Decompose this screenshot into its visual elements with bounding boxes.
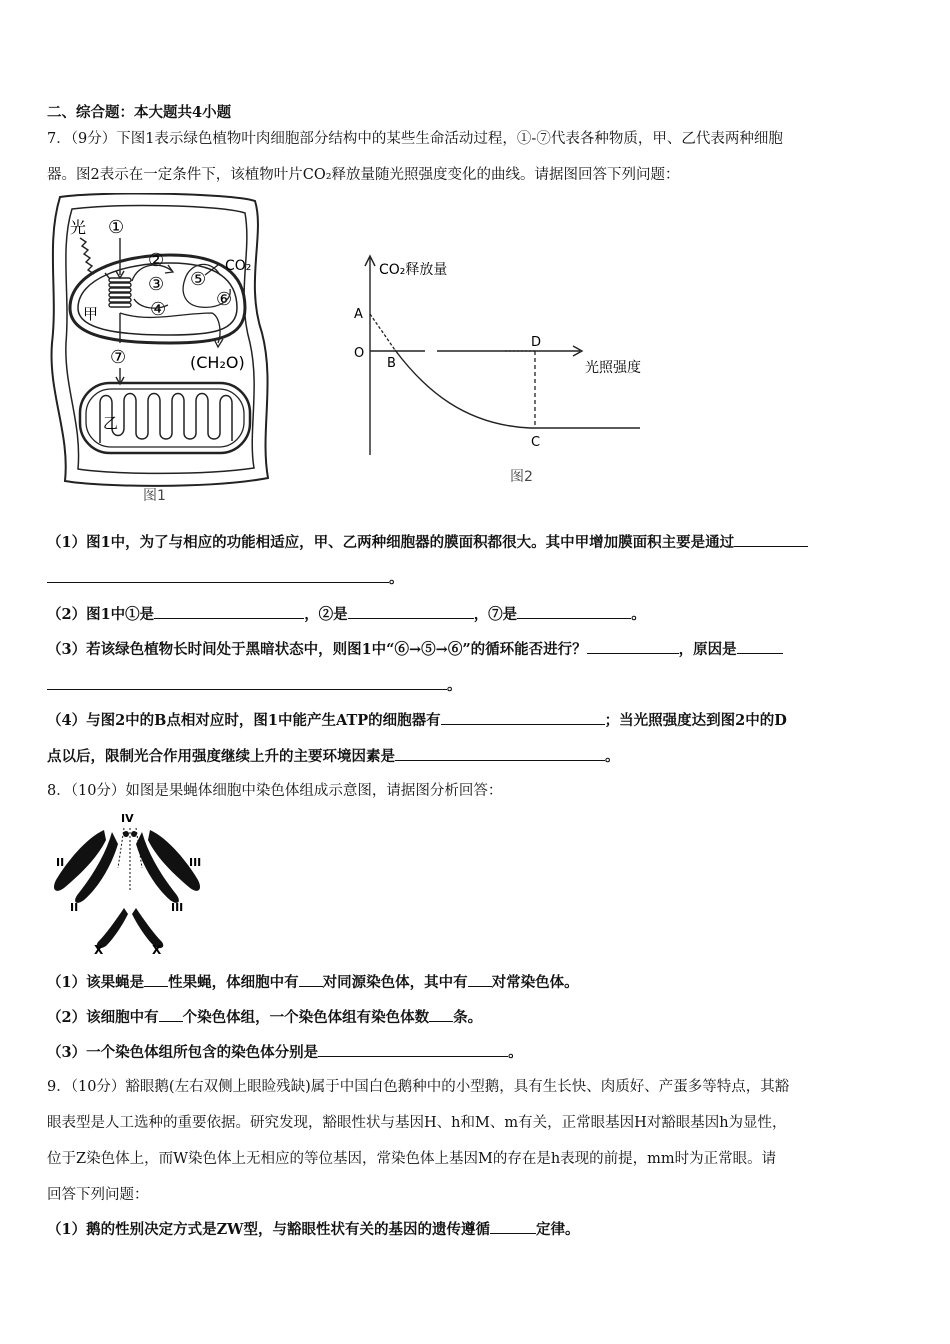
q9-stem-line3: 位于Z染色体上，而W染色体上无相应的等位基因，常染色体上基因M的存在是h表现的前提，mm时为正常眼。请: [47, 1151, 777, 1167]
answer-blank[interactable]: [159, 1007, 183, 1022]
q7-sub4-line1: （4）与图2中的B点相对应时，图1中能产生ATP的细胞器有 ；当光照强度达到图2中的D: [47, 712, 787, 729]
answer-blank[interactable]: [154, 604, 304, 619]
answer-blank[interactable]: [429, 1007, 453, 1022]
answer-blank[interactable]: [47, 568, 389, 583]
q7-sub3-line2: 。: [47, 675, 462, 696]
co2-label: CO₂: [225, 258, 252, 274]
label-4: ④: [150, 299, 167, 320]
origin-label: O: [354, 346, 365, 361]
label-7: ⑦: [110, 347, 127, 368]
answer-blank[interactable]: [144, 972, 168, 987]
label-2: ②: [148, 250, 165, 271]
chromosome-x-label-left: X: [94, 943, 104, 957]
q8-sub2: （2）该细胞中有 个染色体组，一个染色体组有染色体数 条。: [47, 1009, 483, 1026]
chromosome-ii-label-bottom: II: [70, 901, 79, 914]
answer-blank[interactable]: [348, 604, 474, 619]
q9-stem-line2: 眼表型是人工选种的重要依据。研究发现，豁眼性状与基因H、h和M、m有关，正常眼基因H对豁眼基因h为显性，: [47, 1115, 787, 1131]
point-a-label: A: [354, 307, 363, 322]
answer-blank[interactable]: [299, 972, 323, 987]
chromosome-iv-label: IV: [121, 812, 134, 825]
figure-2-co2-curve: [345, 250, 665, 490]
curve-dashed-segment: [370, 314, 395, 350]
q9-sub1: （1）鹅的性别决定方式是ZW型，与豁眼性状有关的基因的遗传遵循 定律。: [47, 1221, 580, 1238]
figure-1-chloroplast-diagram: [40, 193, 280, 508]
label-3: ③: [148, 274, 165, 295]
x-axis-label: 光照强度: [585, 360, 641, 376]
answer-blank[interactable]: [441, 710, 605, 725]
figure-2-caption: 图2: [510, 469, 533, 485]
point-c-label: C: [531, 435, 541, 450]
q9-stem-line4: 回答下列问题：: [47, 1187, 149, 1203]
q7-sub4-line2: 点以后，限制光合作用强度继续上升的主要环境因素是 。: [47, 748, 620, 765]
q8-sub3: （3）一个染色体组所包含的染色体分别是 。: [47, 1044, 523, 1061]
label-6: ⑥: [216, 289, 233, 310]
organelle-jia-label: 甲: [83, 305, 99, 323]
answer-blank[interactable]: [395, 746, 605, 761]
ch2o-label: (CH₂O): [190, 353, 245, 372]
fruit-fly-karyotype-figure: [46, 808, 216, 958]
answer-blank[interactable]: [734, 532, 808, 547]
chromosome-x-label-right: X: [152, 943, 162, 957]
point-d-label: D: [531, 335, 542, 350]
q9-stem-line1: 9．（10分）豁眼鹅(左右双侧上眼睑残缺)属于中国白色鹅种中的小型鹅，具有生长快、肉质好、产蛋多等特点，其豁: [47, 1079, 790, 1095]
figure-1-caption: 图1: [143, 488, 166, 504]
label-1: ①: [108, 217, 125, 238]
chromosome-iii-label-top: III: [189, 856, 202, 869]
y-axis-label: CO₂释放量: [379, 262, 448, 278]
q7-sub2: （2）图1中①是 ，②是 ，⑦是 。: [47, 606, 646, 623]
q8-sub1: （1）该果蝇是 性果蝇，体细胞中有 对同源染色体，其中有 对常染色体。: [47, 974, 579, 991]
q7-stem-line2: 器。图2表示在一定条件下，该植物叶片CO₂释放量随光照强度变化的曲线。请据图回答下列问题：: [47, 167, 680, 183]
q8-stem: 8．（10分）如图是果蝇体细胞中染色体组成示意图，请据图分析回答：: [47, 783, 503, 799]
chromosome-ii-label-top: II: [56, 856, 65, 869]
answer-blank[interactable]: [587, 639, 679, 654]
answer-blank[interactable]: [490, 1219, 536, 1234]
mitochondria-cristae: [100, 394, 232, 444]
q7-sub3-line1: （3）若该绿色植物长时间处于黑暗状态中，则图1中“⑥→⑤→⑥”的循环能否进行？ ，原因是: [47, 639, 783, 660]
light-wave-icon: [80, 238, 94, 274]
grana-stack: [109, 278, 131, 307]
answer-blank[interactable]: [468, 972, 492, 987]
organelle-yi-label: 乙: [103, 414, 119, 432]
light-label: 光: [70, 218, 87, 237]
answer-blank[interactable]: [47, 675, 447, 690]
answer-blank[interactable]: [737, 639, 783, 654]
section-title: 二、综合题：本大题共4小题: [47, 104, 232, 121]
point-b-label: B: [387, 356, 396, 371]
chromosome-iii-label-bottom: III: [171, 901, 184, 914]
answer-blank[interactable]: [517, 604, 631, 619]
q7-sub1-line1: （1）图1中，为了与相应的功能相适应，甲、乙两种细胞器的膜面积都很大。其中甲增加膜面积主要是通过: [47, 532, 808, 553]
answer-blank[interactable]: [318, 1042, 508, 1057]
q7-sub1-line2: 。: [47, 568, 404, 589]
q7-stem-line1: 7．（9分）下图1表示绿色植物叶肉细胞部分结构中的某些生命活动过程，①-⑦代表各种物质，甲、乙代表两种细胞: [47, 131, 783, 147]
label-5: ⑤: [190, 269, 207, 290]
